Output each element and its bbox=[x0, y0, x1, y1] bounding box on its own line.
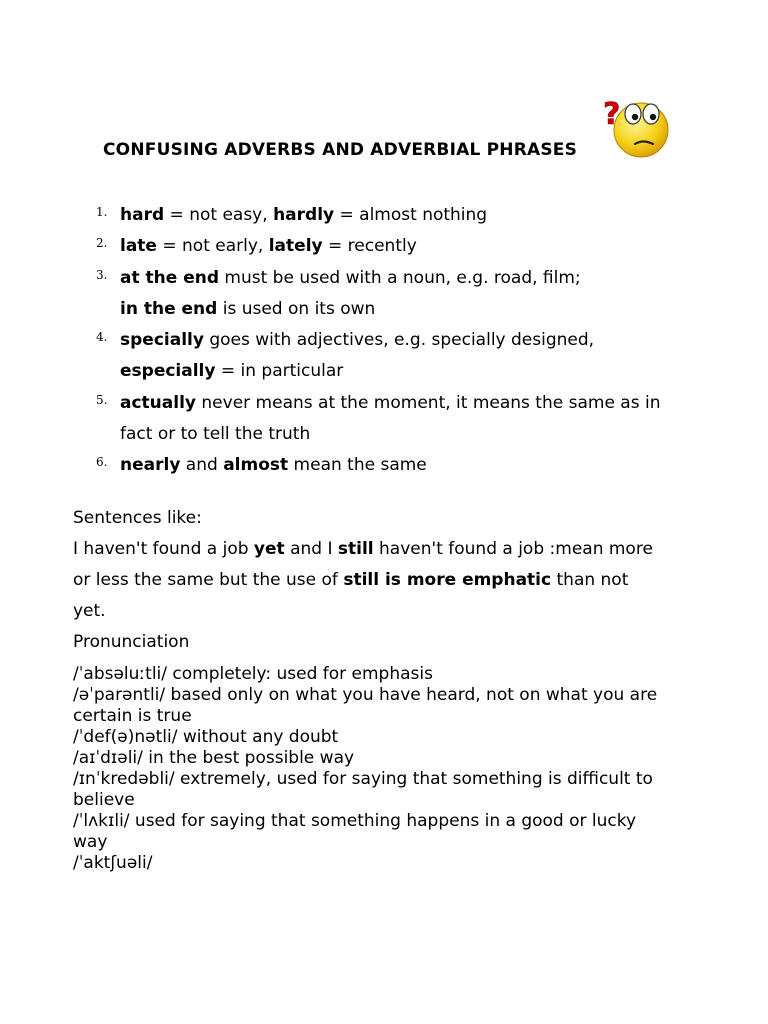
page-title: CONFUSING ADVERBS AND ADVERBIAL PHRASES bbox=[103, 140, 578, 160]
pronunciation-line: /ˈabsəluːtli/ completely: used for emphasis bbox=[73, 664, 433, 684]
text-run: or less the same but the use of bbox=[73, 570, 344, 590]
bold-term: actually bbox=[120, 392, 196, 413]
list-line bbox=[120, 356, 716, 387]
pronunciation-line: /əˈparəntli/ based only on what you have heard, not on what you are bbox=[73, 685, 658, 705]
paragraph-line bbox=[73, 565, 753, 596]
bold-term: still bbox=[337, 539, 374, 559]
pronunciation-line: certain is true bbox=[73, 706, 192, 726]
text-run: fact or to tell the truth bbox=[120, 424, 311, 445]
bold-term: hard bbox=[120, 205, 165, 225]
text-run: and bbox=[180, 455, 224, 476]
bold-term: in the end bbox=[120, 298, 218, 319]
text-run: and I bbox=[284, 539, 338, 559]
pronunciation-line: /aɪˈdɪəli/ in the best possible way bbox=[73, 748, 355, 768]
text-run: haven't found a job :mean more bbox=[373, 539, 653, 559]
list-line bbox=[120, 388, 716, 419]
list-item bbox=[96, 325, 716, 388]
paragraph-line bbox=[73, 596, 753, 627]
text-run: yet. bbox=[73, 601, 106, 621]
text-run: is used on its own bbox=[217, 298, 376, 319]
text-run: than not bbox=[551, 570, 629, 590]
list-line bbox=[120, 200, 716, 231]
pronunciation-line: /ˈlʌkɪli/ used for saying that something happens in a good or lucky bbox=[73, 811, 637, 831]
bold-term: especially bbox=[120, 361, 216, 382]
list-number: 6. bbox=[96, 455, 108, 470]
pronunciation-list bbox=[73, 664, 753, 874]
bold-term: specially bbox=[120, 330, 204, 351]
text-run: never means at the moment, it means the same as in bbox=[196, 392, 661, 413]
bold-term: hardly bbox=[273, 205, 335, 225]
list-item bbox=[96, 200, 716, 231]
list-number: 5. bbox=[96, 392, 108, 407]
text-run: = almost nothing bbox=[334, 205, 488, 225]
text-run: must be used with a noun, e.g. road, film; bbox=[219, 267, 581, 288]
text-run: mean the same bbox=[288, 455, 427, 476]
confused-smiley-icon bbox=[601, 94, 671, 160]
pronunciation-line: /ˈaktʃuəli/ bbox=[73, 853, 153, 873]
list-line bbox=[120, 263, 716, 294]
bold-term: almost bbox=[223, 455, 289, 476]
text-run: I haven't found a job bbox=[73, 539, 254, 559]
adverb-list bbox=[96, 200, 716, 482]
text-run: Pronunciation bbox=[73, 632, 190, 652]
list-item bbox=[96, 388, 716, 451]
list-number: 1. bbox=[96, 205, 108, 219]
text-run: goes with adjectives, e.g. specially designed, bbox=[203, 330, 595, 351]
paragraph-line bbox=[73, 627, 753, 658]
list-item bbox=[96, 231, 716, 262]
svg-text:?: ? bbox=[603, 97, 621, 132]
list-item bbox=[96, 263, 716, 326]
bold-term: lately bbox=[268, 236, 323, 257]
text-run: Sentences like: bbox=[73, 508, 202, 528]
list-item bbox=[96, 450, 716, 481]
paragraph-line bbox=[73, 503, 753, 534]
list-number: 2. bbox=[96, 236, 108, 251]
list-line bbox=[120, 450, 716, 481]
list-number: 3. bbox=[96, 267, 108, 282]
pronunciation-line: believe bbox=[73, 790, 135, 810]
list-number: 4. bbox=[96, 330, 108, 345]
bold-term: at the end bbox=[120, 267, 219, 288]
list-line bbox=[120, 325, 716, 356]
pronunciation-line: /ɪnˈkredəbli/ extremely, used for saying that something is difficult to bbox=[73, 769, 653, 789]
list-line bbox=[120, 231, 716, 262]
list-line bbox=[120, 294, 716, 325]
list-line bbox=[120, 419, 716, 450]
bold-term: late bbox=[120, 236, 157, 257]
sentences-paragraph bbox=[73, 503, 753, 658]
bold-term: nearly bbox=[120, 455, 181, 476]
text-run: = not early, bbox=[156, 236, 269, 257]
text-run: = in particular bbox=[215, 361, 344, 382]
text-run: = recently bbox=[322, 236, 417, 257]
text-run: = bbox=[164, 205, 190, 225]
bold-term: still is more emphatic bbox=[343, 570, 552, 590]
bold-term: yet bbox=[253, 539, 285, 559]
text-run: not easy, bbox=[189, 205, 274, 225]
paragraph-line bbox=[73, 534, 753, 565]
pronunciation-line: way bbox=[73, 832, 108, 852]
pronunciation-line: /ˈdef(ə)nətli/ without any doubt bbox=[73, 727, 339, 747]
